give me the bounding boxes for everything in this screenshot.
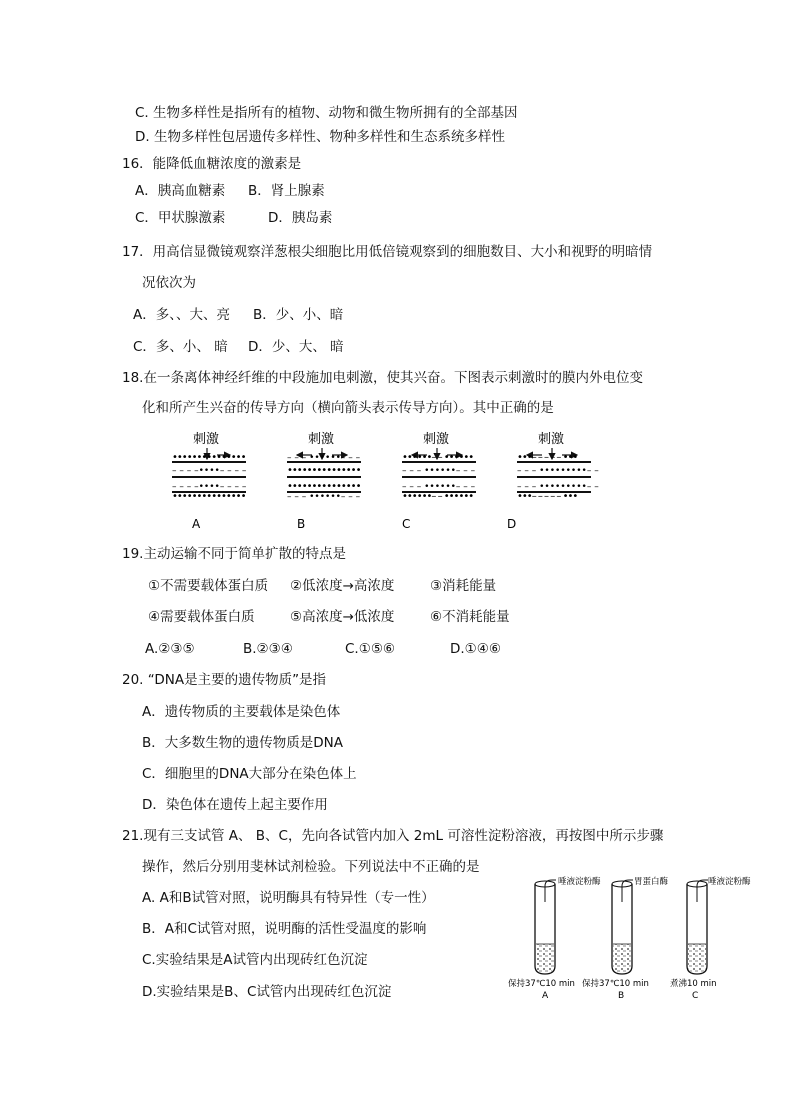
test-tube-b [582,876,669,1001]
q19-option-b: B.②③④ [243,641,293,657]
q17-option-d: D．少、大、 暗 [248,339,344,355]
q20-option-c: C．细胞里的DNA大部分在染色体上 [142,766,357,782]
svg-text:•••– – – – – •••: •••– – – – – ••• [517,452,578,463]
svg-text:– – – ••••••– – –: – – – ••••••– – – [287,453,361,463]
q19-item-5: ⑤高浓度→低浓度 [290,609,395,625]
q15-option-d: D. 生物多样性包居遗传多样性、物种多样性和生态系统多样性 [135,129,505,145]
q20-option-b: B．大多数生物的遗传物质是DNA [142,735,343,751]
q21-option-b: B．A和C试管对照，说明酶的活性受温度的影响 [142,921,427,937]
stimulus-label-c: 刺激 [423,432,450,447]
tube-c-condition: 煮沸10 min [670,979,717,989]
q21-option-a: A. A和B试管对照，说明酶具有特异性（专一性） [142,890,435,906]
fiber-d [507,431,599,531]
q17-stem-line1: 17．用高信显微镜观察洋葱根尖细胞比用低倍镜观察到的细胞数目、大小和视野的明暗情 [122,244,653,260]
svg-text:– – – ••••••– – –: – – – ••••••– – – [287,492,361,502]
q19-option-a: A.②③⑤ [145,641,195,657]
svg-text:••••••– – ••••••: ••••••– – •••••• [402,491,474,502]
q19-item-4: ④需要载体蛋白质 [148,609,255,625]
q18-nerve-fiber-diagram [160,425,600,540]
tube-c-label: C [692,991,699,1001]
q15-option-c: C. 生物多样性是指所有的植物、动物和微生物所拥有的全部基因 [135,105,518,121]
tube-a-label: A [542,991,549,1001]
q17-option-a: A．多、、大、亮 [133,307,230,323]
tube-b-reagent: 胃蛋白酶 [634,877,669,887]
tube-a-condition: 保持37℃10 min [508,979,575,989]
stimulus-label-a: 刺激 [193,432,220,447]
fiber-label-d: D [507,517,517,531]
q19-item-1: ①不需要载体蛋白质 [148,578,269,594]
q20-option-a: A．遗传物质的主要载体是染色体 [142,704,341,720]
q21-stem-line2: 操作，然后分别用斐林试剂检验。下列说法中不正确的是 [142,859,480,875]
svg-text:– – – ••••••– – –: – – – ••••••– – – [402,466,476,476]
q16-option-b: B．肾上腺素 [248,183,325,199]
svg-text:•••••••••••••••: ••••••••••••••• [287,481,361,492]
q19-item-3: ③消耗能量 [430,578,497,594]
fiber-a [172,431,247,531]
q16-option-c: C．甲状腺激素 [135,210,226,226]
tube-b-condition: 保持37℃10 min [582,979,649,989]
fiber-c [402,431,476,531]
q18-stem-line1: 18.在一条离体神经纤维的中段施加电刺激，使其兴奋。下图表示刺激时的膜内外电位变 [122,370,643,386]
q20-option-d: D．染色体在遗传上起主要作用 [142,797,328,813]
tube-c-reagent: 唾液淀粉酶 [708,877,751,887]
fiber-b [287,431,361,531]
q19-option-d: D.①④⑥ [450,641,501,657]
q17-option-b: B．少、小、暗 [253,307,344,323]
test-tube-c [670,876,751,1001]
q19-item-2: ②低浓度→高浓度 [290,578,395,594]
q16-stem: 16．能降低血糖浓度的激素是 [122,156,302,172]
svg-text:– – – •••••••••– –: – – – •••••••••– – [517,482,599,492]
stimulus-label-d: 刺激 [538,432,565,447]
q21-option-c: C.实验结果是A试管内出现砖红色沉淀 [142,952,368,968]
svg-text:•••••••••••••••: ••••••••••••••• [172,491,246,502]
tube-a-reagent: 唾液淀粉酶 [558,877,601,887]
svg-text:•••••••••••••••: ••••••••••••••• [287,465,361,476]
fiber-label-b: B [297,517,306,531]
fiber-label-a: A [192,517,201,531]
svg-text:••••••– – ••••••: ••••••– – •••••• [402,452,474,463]
svg-text:– – – –••••– – – –: – – – –••••– – – – [172,466,247,476]
svg-text:– – – ••••••– – –: – – – ••••••– – – [402,482,476,492]
svg-text:– – – •••••••••– –: – – – •••••••••– – [517,466,599,476]
q17-option-c: C．多、小、 暗 [133,339,228,355]
svg-text:– – – –••••– – – –: – – – –••••– – – – [172,482,247,492]
q19-item-6: ⑥不消耗能量 [430,609,510,625]
q17-stem-line2: 况依次为 [142,275,196,291]
q16-option-a: A．胰高血糖素 [135,183,226,199]
q21-stem-line1: 21.现有三支试管 A、 B、C，先向各试管内加入 2mL 可溶性淀粉溶液，再按图中所示步骤 [122,828,664,844]
q21-test-tube-diagram [500,872,760,1002]
q18-stem-line2: 化和所产生兴奋的传导方向（横向箭头表示传导方向）。其中正确的是 [142,400,554,416]
q19-stem: 19.主动运输不同于简单扩散的特点是 [122,546,346,562]
q19-option-c: C.①⑤⑥ [345,641,396,657]
svg-text:•••– – – – – •••: •••– – – – – ••• [517,491,578,502]
tube-b-label: B [618,991,625,1001]
q16-option-d: D．胰岛素 [268,210,333,226]
q20-stem: 20. “DNA是主要的遗传物质”是指 [122,672,327,688]
fiber-label-c: C [402,517,411,531]
q21-option-d: D.实验结果是B、C试管内出现砖红色沉淀 [142,984,392,1000]
stimulus-label-b: 刺激 [308,432,335,447]
svg-text:•••••••••••••••: ••••••••••••••• [172,452,246,463]
